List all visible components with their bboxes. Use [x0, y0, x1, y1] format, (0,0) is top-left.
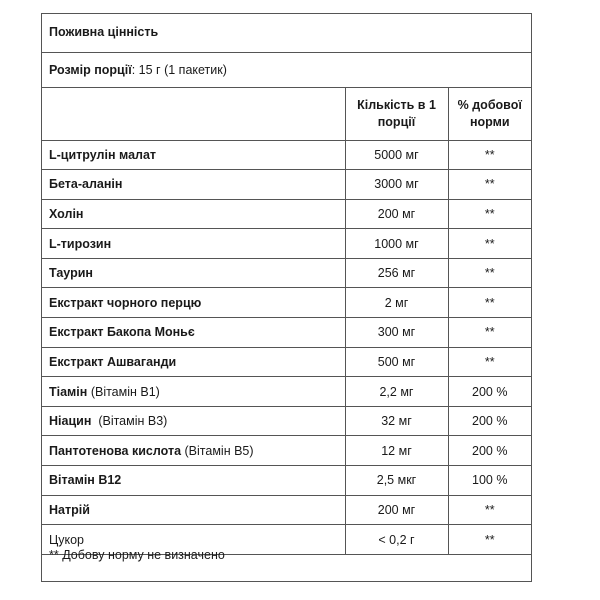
table-row: [42, 347, 531, 377]
ingredient-vitamin-note: (Вітамін B3): [91, 414, 168, 429]
ingredient-cell: [42, 170, 345, 200]
ingredient-name: Екстракт Бакопа Моньє: [49, 325, 195, 340]
amount-cell: 12 мг: [345, 436, 448, 466]
ingredient-cell: [42, 436, 345, 466]
table-row: [42, 436, 531, 466]
daily-value-cell: 200 %: [448, 377, 531, 407]
table-row: [42, 288, 531, 318]
amount-cell: < 0,2 г: [345, 525, 448, 555]
ingredient-name: L-цитрулін малат: [49, 147, 157, 162]
daily-value-cell: **: [448, 318, 531, 348]
nutrition-table: [42, 88, 531, 555]
ingredient-name: Екстракт чорного перцю: [49, 295, 202, 310]
amount-cell: 32 мг: [345, 406, 448, 436]
serving-size-label: Розмір порції: [49, 63, 132, 77]
table-row: [42, 170, 531, 200]
amount-cell: 2,2 мг: [345, 377, 448, 407]
amount-cell: 200 мг: [345, 495, 448, 525]
amount-cell: 2,5 мкг: [345, 466, 448, 496]
amount-cell: 300 мг: [345, 318, 448, 348]
ingredient-cell: [42, 466, 345, 496]
ingredient-name: Таурин: [49, 266, 93, 281]
table-row: [42, 318, 531, 348]
ingredient-vitamin-note: (Вітамін B1): [87, 384, 160, 399]
nutrition-title: Поживна цінність: [42, 14, 531, 53]
table-row: [42, 377, 531, 407]
daily-value-cell: 100 %: [448, 466, 531, 496]
amount-cell: 3000 мг: [345, 170, 448, 200]
ingredient-cell: [42, 318, 345, 348]
daily-value-cell: **: [448, 347, 531, 377]
ingredient-name: Екстракт Ашваганди: [49, 354, 177, 369]
table-row: [42, 258, 531, 288]
amount-cell: 500 мг: [345, 347, 448, 377]
amount-cell: 200 мг: [345, 199, 448, 229]
ingredient-vitamin-note: (Вітамін B5): [181, 443, 254, 458]
ingredient-name: Вітамін B12: [49, 473, 122, 488]
ingredient-cell: [42, 377, 345, 407]
table-row: [42, 495, 531, 525]
table-header-row: [42, 88, 531, 140]
header-amount-per-serving: Кількість в 1 порції: [345, 88, 448, 140]
table-row: [42, 140, 531, 170]
daily-value-cell: 200 %: [448, 436, 531, 466]
daily-value-cell: **: [448, 140, 531, 170]
amount-cell: 2 мг: [345, 288, 448, 318]
ingredient-name: L-тирозин: [49, 236, 112, 251]
table-row: [42, 466, 531, 496]
daily-value-cell: **: [448, 170, 531, 200]
table-row: [42, 229, 531, 259]
amount-cell: 1000 мг: [345, 229, 448, 259]
ingredient-cell: [42, 258, 345, 288]
ingredient-cell: [42, 140, 345, 170]
ingredient-name: Бета-аланін: [49, 177, 123, 192]
amount-cell: 5000 мг: [345, 140, 448, 170]
header-ingredient: [42, 88, 345, 140]
daily-value-cell: **: [448, 288, 531, 318]
ingredient-name: Цукор: [49, 532, 85, 547]
daily-value-cell: 200 %: [448, 406, 531, 436]
table-row: [42, 199, 531, 229]
ingredient-name: Тіамін: [49, 384, 88, 399]
daily-value-cell: **: [448, 525, 531, 555]
ingredient-cell: [42, 288, 345, 318]
ingredient-cell: [42, 199, 345, 229]
amount-cell: 256 мг: [345, 258, 448, 288]
ingredient-name: Натрій: [49, 502, 90, 517]
ingredient-cell: [42, 347, 345, 377]
serving-size: [42, 53, 531, 88]
ingredient-name: Ніацин: [49, 414, 92, 429]
ingredient-cell: [42, 495, 345, 525]
table-row: [42, 406, 531, 436]
daily-value-cell: **: [448, 258, 531, 288]
ingredient-cell: [42, 406, 345, 436]
header-daily-value: % добової норми: [448, 88, 531, 140]
footnote: ** Добову норму не визначено: [49, 548, 225, 562]
daily-value-cell: **: [448, 199, 531, 229]
daily-value-cell: **: [448, 229, 531, 259]
nutrition-facts-panel: [41, 13, 532, 582]
ingredient-cell: [42, 229, 345, 259]
ingredient-name: Холін: [49, 206, 84, 221]
ingredient-name: Пантотенова кислота: [49, 443, 182, 458]
daily-value-cell: **: [448, 495, 531, 525]
serving-size-value: : 15 г (1 пакетик): [131, 63, 227, 77]
